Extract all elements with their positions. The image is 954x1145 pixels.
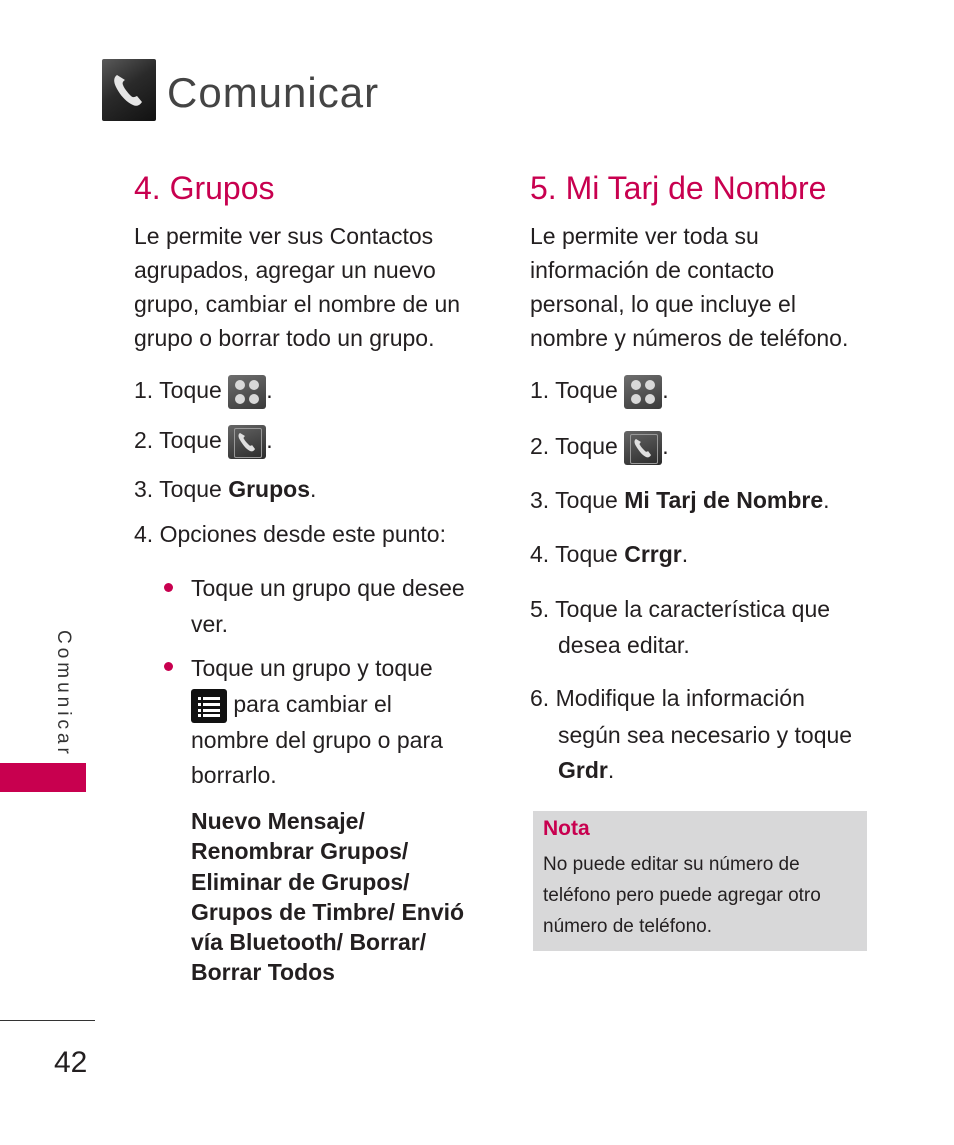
mi-tarj-label: Mi Tarj de Nombre xyxy=(624,487,824,513)
mi-tarj-intro: Le permite ver toda su información de contacto personal, lo que incluye el nombre y números de teléfono. xyxy=(530,223,849,351)
note-title: Nota xyxy=(543,817,590,840)
mi-tarj-step-4: 4. Toque Crrgr. xyxy=(530,541,689,567)
grupos-step-2: 2. Toque . xyxy=(134,425,273,459)
option-line-4: Grupos de Timbre/ Envió xyxy=(191,899,465,925)
option-line-2: Renombrar Grupos/ xyxy=(191,838,409,864)
grupos-intro: Le permite ver sus Contactos agrupados, agregar un nuevo grupo, cambiar el nombre de un grupo o borrar todo un grupo. xyxy=(134,223,461,351)
mi-tarj-step-5-line-2: desea editar. xyxy=(558,632,690,658)
mi-tarj-step-3: 3. Toque Mi Tarj de Nombre. xyxy=(530,487,830,513)
page-title: Comunicar xyxy=(167,69,380,116)
side-chapter-label: Comunicar xyxy=(53,630,74,758)
bullet-1-line-1: Toque un grupo que desee xyxy=(191,575,465,601)
phone-icon xyxy=(102,59,156,121)
option-line-1: Nuevo Mensaje/ xyxy=(191,808,365,834)
bullet-2-line-1: Toque un grupo y toque xyxy=(191,655,433,681)
bullet-2-line-3: nombre del grupo o para xyxy=(191,727,443,753)
option-line-6: Borrar Todos xyxy=(191,959,335,985)
grupos-step-3: 3. Toque Grupos. xyxy=(134,476,317,502)
mi-tarj-step-5-line-1: 5. Toque la característica que xyxy=(530,596,831,622)
bullet-2-line-2: para cambiar el xyxy=(191,689,392,723)
menu-grid-icon xyxy=(624,375,662,409)
bullet-2-line-4: borrarlo. xyxy=(191,762,277,788)
mi-tarj-step-6-line-2: según sea necesario y toque xyxy=(558,722,853,748)
grupos-step-1: 1. Toque . xyxy=(134,375,273,409)
mi-tarj-step-2: 2. Toque . xyxy=(530,431,669,465)
option-line-3: Eliminar de Grupos/ xyxy=(191,869,410,895)
list-menu-icon xyxy=(191,689,227,723)
side-accent-bar xyxy=(0,763,86,792)
mi-tarj-step-6-line-1: 6. Modifique la información xyxy=(530,685,805,711)
note-box xyxy=(533,811,867,951)
crrgr-label: Crrgr xyxy=(624,541,682,567)
grupos-step-4: 4. Opciones desde este punto: xyxy=(134,521,446,547)
section-title-mi-tarj: 5. Mi Tarj de Nombre xyxy=(530,170,827,206)
menu-grid-icon xyxy=(228,375,266,409)
bullet-1-line-2: ver. xyxy=(191,611,229,637)
section-title-grupos: 4. Grupos xyxy=(134,170,275,206)
mi-tarj-step-6-line-3: Grdr. xyxy=(558,757,615,783)
page-number: 42 xyxy=(54,1046,88,1079)
contacts-phone-icon xyxy=(624,431,662,465)
mi-tarj-step-1: 1. Toque . xyxy=(530,375,669,409)
bullet-dot xyxy=(164,583,173,592)
contacts-phone-icon xyxy=(228,425,266,459)
grupos-label: Grupos xyxy=(228,476,310,502)
footer-divider xyxy=(0,1020,95,1021)
note-text: No puede editar su número de teléfono pero puede agregar otro número de teléfono. xyxy=(543,854,821,937)
grdr-label: Grdr xyxy=(558,757,608,783)
option-line-5: vía Bluetooth/ Borrar/ xyxy=(191,929,427,955)
bullet-dot xyxy=(164,662,173,671)
